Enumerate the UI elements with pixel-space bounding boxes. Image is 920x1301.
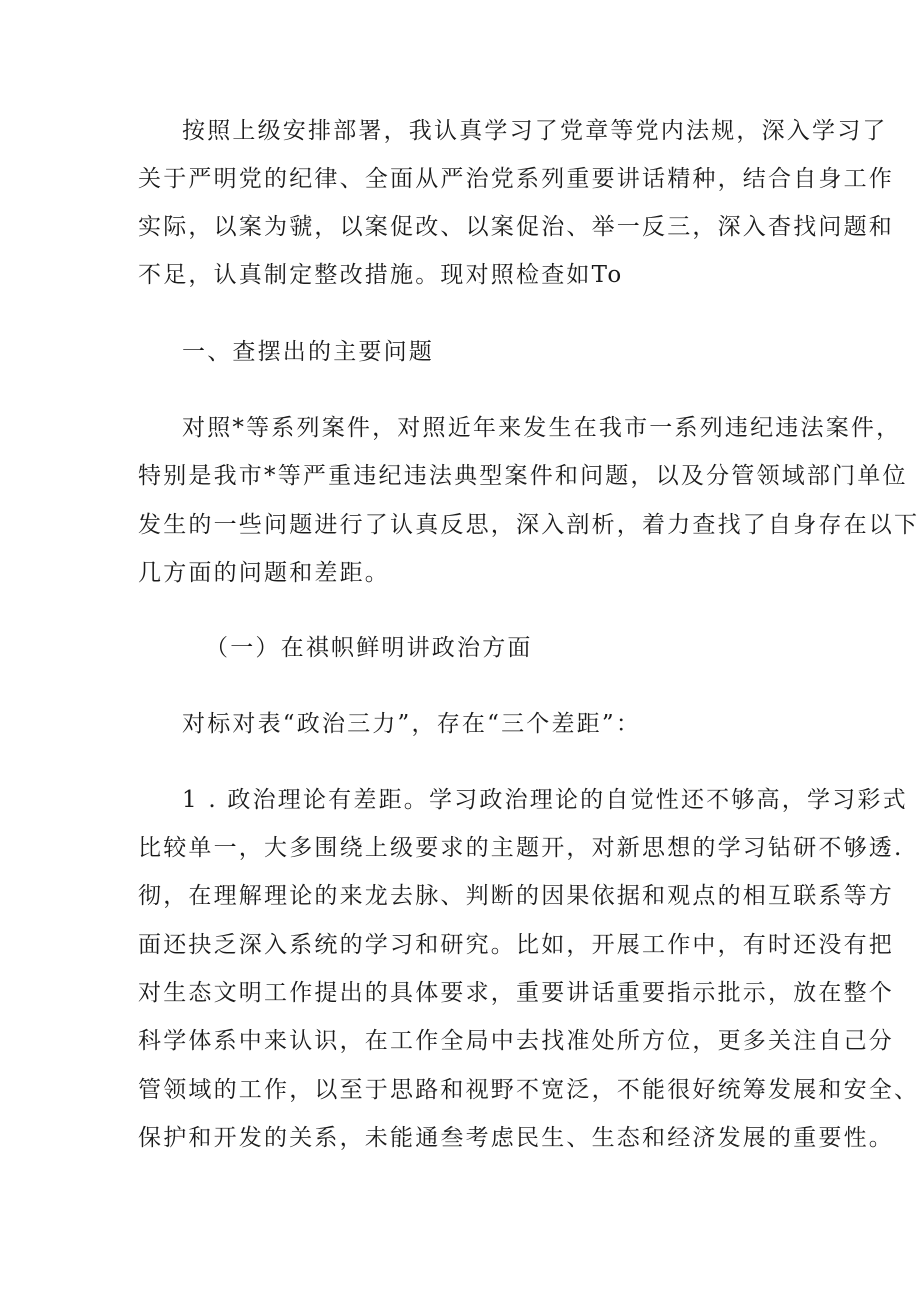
- subsection-intro: 对标对表“政治三力”，存在“三个差距”：: [182, 711, 642, 737]
- section-para-line-2: 特别是我市*等严重违纪违法典型案件和问题，以及分管领域部门单位: [138, 463, 908, 489]
- section-heading: 一、查摆出的主要问题: [182, 339, 434, 365]
- item1-line-5: 对生态文明工作提出的具体要求，重要讲话重要指示批示，放在整个: [138, 980, 894, 1006]
- intro-line-1: 按照上级安排部署，我认真学习了党章等党内法规，深入学习了: [182, 118, 888, 144]
- item1-line-7: 管领域的工作，以至于思路和视野不宽泛，不能很好统筹发展和安全、: [138, 1077, 920, 1103]
- section-para-line-3: 发生的一些问题进行了认真反思，深入剖析，着力查找了自身存在以下: [138, 512, 920, 538]
- item1-line-2: 比较单一，大多围绕上级要求的主题开，对新思想的学习钻研不够透.: [138, 835, 904, 861]
- intro-line-3: 实际，以案为虢，以案促改、以案促治、举一反三，深入杳找问题和: [138, 214, 894, 240]
- subsection-heading: （一）在祺帜鲜明讲政治方面: [205, 635, 533, 661]
- item1-line-1: 1 . 政治理论有差距。学习政治理论的自觉性还不够高，学习彩式: [182, 787, 908, 813]
- intro-line-4: 不足，认真制定整改措施。现对照检查如To: [138, 262, 624, 288]
- intro-line-2: 关于严明党的纪律、全面从严治党系列重要讲话精种，结合自身工作: [138, 166, 894, 192]
- section-para-line-1: 对照*等系列案件，对照近年来发生在我市一系列违纪违法案件，: [182, 415, 902, 441]
- item1-line-3: 彻，在理解理论的来龙去脉、判断的因果依据和观点的相互联系等方: [138, 883, 894, 909]
- item1-line-8: 保护和开发的关系，未能通叁考虑民生、生态和经济发展的重要性。: [138, 1125, 894, 1151]
- item1-line-4: 面还抉乏深入系统的学习和研究。比如，开展工作中，有时还没有把: [138, 932, 894, 958]
- section-para-line-4: 几方面的问题和差距。: [138, 560, 390, 586]
- item1-line-6: 科学体系中来认识，在工作全局中去找准处所方位，更多关注自己分: [138, 1028, 894, 1054]
